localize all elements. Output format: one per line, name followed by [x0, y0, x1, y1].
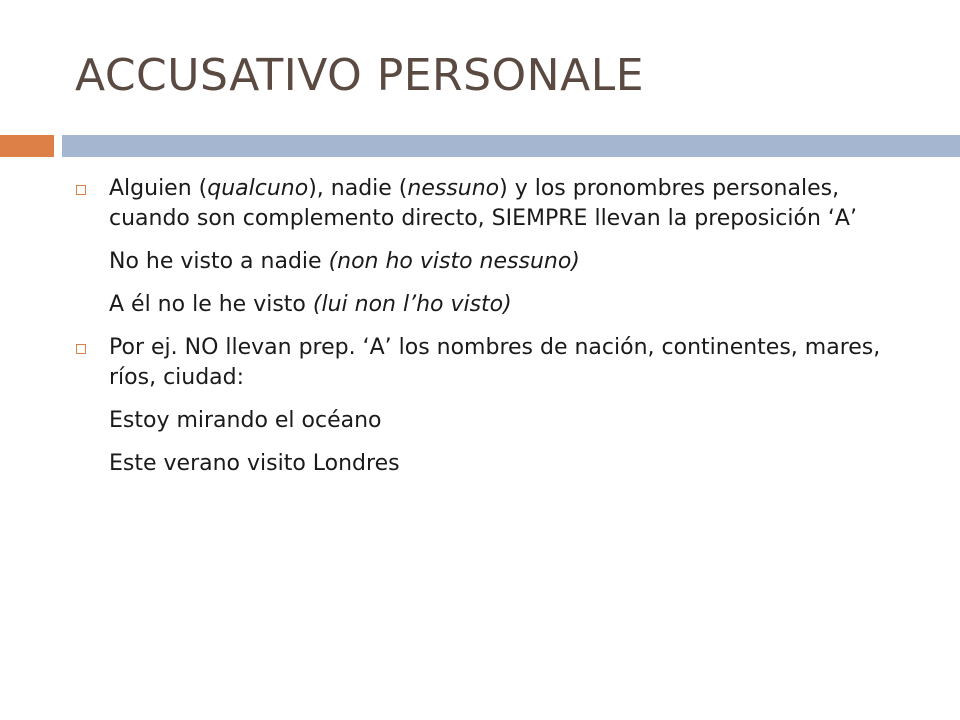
italic-translation-nessuno: nessuno	[407, 176, 500, 201]
example-translation: (lui non l’ho visto)	[312, 292, 512, 317]
example-translation: (non ho visto nessuno)	[328, 249, 580, 274]
example-sentence: Estoy mirando el océano	[109, 408, 382, 433]
example-sentence: Este verano visito Londres	[109, 451, 400, 476]
bullet-text-part: ) y los pronombres personales, cuando son complemento directo, SIEMPRE llevan la preposición ‘A’	[109, 176, 857, 231]
example-line	[76, 247, 926, 277]
bullet-text-part: ), nadie (	[308, 176, 408, 201]
example-line	[76, 290, 926, 320]
bullet-text: Por ej. NO llevan prep. ‘A’ los nombres de nación, continentes, mares, ríos, ciudad:	[109, 335, 881, 390]
example-line	[76, 449, 926, 479]
bullet-text-part: Alguien (	[109, 176, 208, 201]
hollow-square-bullet-icon	[76, 185, 86, 195]
slide-title: ACCUSATIVO PERSONALE	[75, 50, 645, 101]
slide-content	[76, 174, 926, 492]
bullet-item-exceptions	[76, 333, 926, 393]
bullet-item-accusative-rule	[76, 174, 926, 234]
hollow-square-bullet-icon	[76, 344, 86, 354]
example-sentence: A él no le he visto	[109, 292, 313, 317]
title-accent-bar	[0, 135, 54, 157]
example-line	[76, 406, 926, 436]
title-divider-bar	[62, 135, 960, 157]
italic-translation-qualcuno: qualcuno	[207, 176, 309, 201]
example-sentence: No he visto a nadie	[109, 249, 329, 274]
